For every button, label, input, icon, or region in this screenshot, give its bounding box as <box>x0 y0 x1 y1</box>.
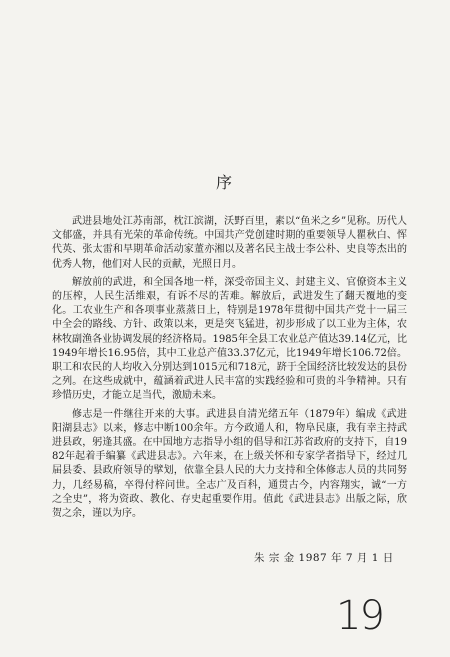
paragraph-3: 修志是一件继往开来的大事。武进县自清光绪五年（1879年）编成《武进阳湖县志》以来，修志中断100余年。方今政通人和，物阜民康，我有幸主持武进县政，躬逢其盛。在中国地方志指导小组的倡导和江苏省政府的支持下，自1982年起着手编纂《武进县志》。六年来，在上级关怀和专家学者指导下，经过几届县委、县政府领导的擘划，依靠全县人民的大力支持和全体修志人员的共同努力，几经易稿，卒得付梓问世。全志广及百科，通贯古今，内容翔实，诚“一方之全史”，将为资政、教化、存史起重要作用。值此《武进县志》出版之际，欣贺之余，谨以为序。 <box>52 408 407 520</box>
handwritten-page-number: 19 <box>336 593 383 639</box>
page-title: 序 <box>215 173 234 192</box>
preface-body <box>52 215 407 523</box>
paragraph-1: 武进县地处江苏南部，枕江滨湖，沃野百里，素以“鱼米之乡”见称。历代人文郁盛，并具有光荣的革命传统。中国共产党创建时期的重要领导人瞿秋白、恽代英、张太雷和早期革命活动家董亦湘以及著名民主战士李公朴、史良等杰出的优秀人物，他们对人民的贡献，光照日月。 <box>52 216 407 270</box>
author-signature-date: 朱 宗 金 1987 年 7 月 1 日 <box>254 552 394 564</box>
paragraph-2: 解放前的武进，和全国各地一样，深受帝国主义、封建主义、官僚资本主义的压榨，人民生活维艰，有诉不尽的苦难。解放后，武进发生了翻天覆地的变化。工农业生产和各项事业蒸蒸日上，特别是1978年贯彻中国共产党十一届三中全会的路线、方针、政策以来，更是突飞猛进，初步形成了以工业为主体，农林牧副渔各业协调发展的经济格局。1985年全县工农业总产值达39.14亿元，比1949年增长16.95倍，其中工业总产值33.37亿元，比1949年增长106.72倍。职工和农民的人均收入分别达到1015元和718元，跻于全国经济比较发达的县份之列。在这些成就中，蕴涵着武进人民丰富的实践经验和可贵的斗争精神。只有珍惜历史，才能立足当代，激励未来。 <box>52 276 407 402</box>
